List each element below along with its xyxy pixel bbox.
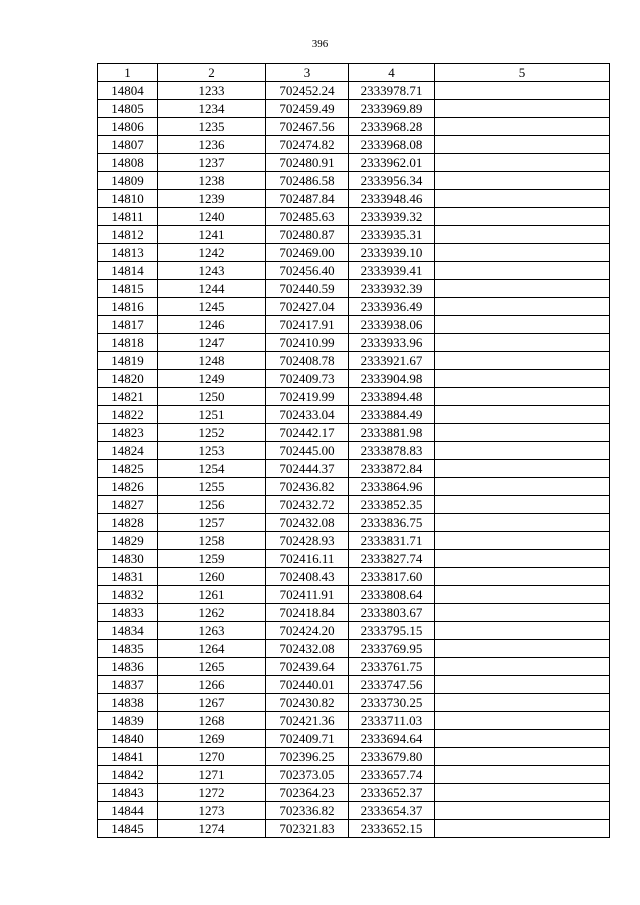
x-coordinate-cell: 702408.78 xyxy=(266,352,349,370)
note-cell xyxy=(435,280,610,298)
x-coordinate-cell: 702436.82 xyxy=(266,478,349,496)
point-number-cell: 1272 xyxy=(158,784,266,802)
note-cell xyxy=(435,298,610,316)
x-coordinate-cell: 702480.87 xyxy=(266,226,349,244)
point-number-cell: 1244 xyxy=(158,280,266,298)
note-cell xyxy=(435,262,610,280)
note-cell xyxy=(435,82,610,100)
point-id-cell: 14818 xyxy=(98,334,158,352)
table-row xyxy=(98,604,610,622)
point-id-cell: 14815 xyxy=(98,280,158,298)
x-coordinate-cell: 702442.17 xyxy=(266,424,349,442)
y-coordinate-cell: 2333894.48 xyxy=(349,388,435,406)
point-number-cell: 1262 xyxy=(158,604,266,622)
x-coordinate-cell: 702321.83 xyxy=(266,820,349,838)
point-number-cell: 1238 xyxy=(158,172,266,190)
y-coordinate-cell: 2333962.01 xyxy=(349,154,435,172)
y-coordinate-cell: 2333969.89 xyxy=(349,100,435,118)
point-id-cell: 14843 xyxy=(98,784,158,802)
point-id-cell: 14845 xyxy=(98,820,158,838)
table-row xyxy=(98,334,610,352)
y-coordinate-cell: 2333795.15 xyxy=(349,622,435,640)
point-number-cell: 1251 xyxy=(158,406,266,424)
x-coordinate-cell: 702486.58 xyxy=(266,172,349,190)
note-cell xyxy=(435,118,610,136)
point-number-cell: 1236 xyxy=(158,136,266,154)
point-id-cell: 14804 xyxy=(98,82,158,100)
table-row xyxy=(98,568,610,586)
y-coordinate-cell: 2333872.84 xyxy=(349,460,435,478)
note-cell xyxy=(435,694,610,712)
y-coordinate-cell: 2333978.71 xyxy=(349,82,435,100)
note-cell xyxy=(435,784,610,802)
point-number-cell: 1256 xyxy=(158,496,266,514)
point-id-cell: 14813 xyxy=(98,244,158,262)
point-id-cell: 14837 xyxy=(98,676,158,694)
x-coordinate-cell: 702480.91 xyxy=(266,154,349,172)
y-coordinate-cell: 2333652.37 xyxy=(349,784,435,802)
table-row xyxy=(98,82,610,100)
note-cell xyxy=(435,496,610,514)
y-coordinate-cell: 2333935.31 xyxy=(349,226,435,244)
y-coordinate-cell: 2333936.49 xyxy=(349,298,435,316)
point-number-cell: 1252 xyxy=(158,424,266,442)
point-number-cell: 1247 xyxy=(158,334,266,352)
point-number-cell: 1263 xyxy=(158,622,266,640)
point-id-cell: 14820 xyxy=(98,370,158,388)
point-id-cell: 14828 xyxy=(98,514,158,532)
y-coordinate-cell: 2333769.95 xyxy=(349,640,435,658)
point-number-cell: 1271 xyxy=(158,766,266,784)
note-cell xyxy=(435,568,610,586)
point-number-cell: 1233 xyxy=(158,82,266,100)
point-id-cell: 14833 xyxy=(98,604,158,622)
note-cell xyxy=(435,676,610,694)
table-header-row xyxy=(98,64,610,82)
table-row xyxy=(98,640,610,658)
x-coordinate-cell: 702452.24 xyxy=(266,82,349,100)
point-id-cell: 14829 xyxy=(98,532,158,550)
point-number-cell: 1235 xyxy=(158,118,266,136)
point-number-cell: 1267 xyxy=(158,694,266,712)
y-coordinate-cell: 2333948.46 xyxy=(349,190,435,208)
table-row xyxy=(98,532,610,550)
point-id-cell: 14830 xyxy=(98,550,158,568)
note-cell xyxy=(435,406,610,424)
point-number-cell: 1274 xyxy=(158,820,266,838)
point-number-cell: 1243 xyxy=(158,262,266,280)
point-number-cell: 1265 xyxy=(158,658,266,676)
point-number-cell: 1259 xyxy=(158,550,266,568)
point-number-cell: 1268 xyxy=(158,712,266,730)
point-id-cell: 14821 xyxy=(98,388,158,406)
point-id-cell: 14823 xyxy=(98,424,158,442)
point-id-cell: 14816 xyxy=(98,298,158,316)
y-coordinate-cell: 2333761.75 xyxy=(349,658,435,676)
point-number-cell: 1249 xyxy=(158,370,266,388)
note-cell xyxy=(435,478,610,496)
note-cell xyxy=(435,370,610,388)
note-cell xyxy=(435,712,610,730)
point-id-cell: 14826 xyxy=(98,478,158,496)
point-id-cell: 14824 xyxy=(98,442,158,460)
table-row xyxy=(98,802,610,820)
point-id-cell: 14809 xyxy=(98,172,158,190)
point-id-cell: 14827 xyxy=(98,496,158,514)
note-cell xyxy=(435,100,610,118)
point-id-cell: 14814 xyxy=(98,262,158,280)
point-id-cell: 14834 xyxy=(98,622,158,640)
x-coordinate-cell: 702364.23 xyxy=(266,784,349,802)
column-header-5: 5 xyxy=(435,64,610,82)
point-id-cell: 14819 xyxy=(98,352,158,370)
table-row xyxy=(98,820,610,838)
note-cell xyxy=(435,388,610,406)
point-id-cell: 14806 xyxy=(98,118,158,136)
note-cell xyxy=(435,190,610,208)
x-coordinate-cell: 702439.64 xyxy=(266,658,349,676)
point-id-cell: 14835 xyxy=(98,640,158,658)
table-row xyxy=(98,244,610,262)
point-id-cell: 14817 xyxy=(98,316,158,334)
x-coordinate-cell: 702440.59 xyxy=(266,280,349,298)
y-coordinate-cell: 2333730.25 xyxy=(349,694,435,712)
note-cell xyxy=(435,244,610,262)
y-coordinate-cell: 2333968.28 xyxy=(349,118,435,136)
table-row xyxy=(98,730,610,748)
note-cell xyxy=(435,658,610,676)
point-number-cell: 1234 xyxy=(158,100,266,118)
x-coordinate-cell: 702408.43 xyxy=(266,568,349,586)
table-row xyxy=(98,514,610,532)
note-cell xyxy=(435,460,610,478)
table-row xyxy=(98,388,610,406)
note-cell xyxy=(435,586,610,604)
table-row xyxy=(98,298,610,316)
x-coordinate-cell: 702432.08 xyxy=(266,640,349,658)
table-row xyxy=(98,748,610,766)
y-coordinate-cell: 2333904.98 xyxy=(349,370,435,388)
column-header-1: 1 xyxy=(98,64,158,82)
y-coordinate-cell: 2333939.32 xyxy=(349,208,435,226)
point-number-cell: 1245 xyxy=(158,298,266,316)
page-number: 396 xyxy=(311,38,329,50)
table-row xyxy=(98,676,610,694)
table-row xyxy=(98,100,610,118)
y-coordinate-cell: 2333694.64 xyxy=(349,730,435,748)
table-row xyxy=(98,370,610,388)
y-coordinate-cell: 2333884.49 xyxy=(349,406,435,424)
point-number-cell: 1266 xyxy=(158,676,266,694)
point-id-cell: 14810 xyxy=(98,190,158,208)
note-cell xyxy=(435,550,610,568)
x-coordinate-cell: 702373.05 xyxy=(266,766,349,784)
point-number-cell: 1246 xyxy=(158,316,266,334)
y-coordinate-cell: 2333836.75 xyxy=(349,514,435,532)
x-coordinate-cell: 702469.00 xyxy=(266,244,349,262)
x-coordinate-cell: 702485.63 xyxy=(266,208,349,226)
y-coordinate-cell: 2333831.71 xyxy=(349,532,435,550)
table-row xyxy=(98,622,610,640)
coordinates-table xyxy=(97,63,610,838)
x-coordinate-cell: 702396.25 xyxy=(266,748,349,766)
note-cell xyxy=(435,730,610,748)
note-cell xyxy=(435,640,610,658)
point-id-cell: 14842 xyxy=(98,766,158,784)
point-id-cell: 14836 xyxy=(98,658,158,676)
x-coordinate-cell: 702417.91 xyxy=(266,316,349,334)
x-coordinate-cell: 702424.20 xyxy=(266,622,349,640)
y-coordinate-cell: 2333921.67 xyxy=(349,352,435,370)
point-number-cell: 1254 xyxy=(158,460,266,478)
y-coordinate-cell: 2333939.41 xyxy=(349,262,435,280)
x-coordinate-cell: 702459.49 xyxy=(266,100,349,118)
y-coordinate-cell: 2333852.35 xyxy=(349,496,435,514)
x-coordinate-cell: 702467.56 xyxy=(266,118,349,136)
table-row xyxy=(98,190,610,208)
x-coordinate-cell: 702410.99 xyxy=(266,334,349,352)
x-coordinate-cell: 702456.40 xyxy=(266,262,349,280)
point-id-cell: 14840 xyxy=(98,730,158,748)
point-id-cell: 14808 xyxy=(98,154,158,172)
y-coordinate-cell: 2333881.98 xyxy=(349,424,435,442)
table-row xyxy=(98,550,610,568)
point-id-cell: 14807 xyxy=(98,136,158,154)
note-cell xyxy=(435,604,610,622)
point-number-cell: 1253 xyxy=(158,442,266,460)
table-row xyxy=(98,766,610,784)
table-row xyxy=(98,442,610,460)
table-row xyxy=(98,280,610,298)
x-coordinate-cell: 702416.11 xyxy=(266,550,349,568)
note-cell xyxy=(435,442,610,460)
note-cell xyxy=(435,352,610,370)
table-row xyxy=(98,136,610,154)
note-cell xyxy=(435,766,610,784)
x-coordinate-cell: 702418.84 xyxy=(266,604,349,622)
table-row xyxy=(98,586,610,604)
column-header-2: 2 xyxy=(158,64,266,82)
table-row xyxy=(98,118,610,136)
point-id-cell: 14811 xyxy=(98,208,158,226)
note-cell xyxy=(435,622,610,640)
x-coordinate-cell: 702487.84 xyxy=(266,190,349,208)
point-number-cell: 1269 xyxy=(158,730,266,748)
point-id-cell: 14838 xyxy=(98,694,158,712)
x-coordinate-cell: 702427.04 xyxy=(266,298,349,316)
point-id-cell: 14831 xyxy=(98,568,158,586)
point-id-cell: 14832 xyxy=(98,586,158,604)
point-number-cell: 1250 xyxy=(158,388,266,406)
x-coordinate-cell: 702409.71 xyxy=(266,730,349,748)
y-coordinate-cell: 2333864.96 xyxy=(349,478,435,496)
y-coordinate-cell: 2333878.83 xyxy=(349,442,435,460)
y-coordinate-cell: 2333956.34 xyxy=(349,172,435,190)
table-row xyxy=(98,496,610,514)
x-coordinate-cell: 702409.73 xyxy=(266,370,349,388)
x-coordinate-cell: 702474.82 xyxy=(266,136,349,154)
point-number-cell: 1260 xyxy=(158,568,266,586)
note-cell xyxy=(435,820,610,838)
note-cell xyxy=(435,532,610,550)
column-header-3: 3 xyxy=(266,64,349,82)
table-row xyxy=(98,316,610,334)
point-id-cell: 14805 xyxy=(98,100,158,118)
table-row xyxy=(98,406,610,424)
x-coordinate-cell: 702411.91 xyxy=(266,586,349,604)
note-cell xyxy=(435,226,610,244)
x-coordinate-cell: 702440.01 xyxy=(266,676,349,694)
note-cell xyxy=(435,154,610,172)
point-id-cell: 14844 xyxy=(98,802,158,820)
table-row xyxy=(98,460,610,478)
point-number-cell: 1270 xyxy=(158,748,266,766)
table-row xyxy=(98,478,610,496)
point-number-cell: 1273 xyxy=(158,802,266,820)
note-cell xyxy=(435,424,610,442)
y-coordinate-cell: 2333808.64 xyxy=(349,586,435,604)
y-coordinate-cell: 2333817.60 xyxy=(349,568,435,586)
note-cell xyxy=(435,514,610,532)
table-body xyxy=(98,82,610,838)
x-coordinate-cell: 702421.36 xyxy=(266,712,349,730)
note-cell xyxy=(435,802,610,820)
y-coordinate-cell: 2333657.74 xyxy=(349,766,435,784)
point-number-cell: 1242 xyxy=(158,244,266,262)
table-row xyxy=(98,424,610,442)
y-coordinate-cell: 2333747.56 xyxy=(349,676,435,694)
table-row xyxy=(98,712,610,730)
point-number-cell: 1237 xyxy=(158,154,266,172)
note-cell xyxy=(435,172,610,190)
note-cell xyxy=(435,748,610,766)
point-number-cell: 1240 xyxy=(158,208,266,226)
table-row xyxy=(98,262,610,280)
x-coordinate-cell: 702433.04 xyxy=(266,406,349,424)
point-number-cell: 1241 xyxy=(158,226,266,244)
table-row xyxy=(98,208,610,226)
point-number-cell: 1264 xyxy=(158,640,266,658)
point-id-cell: 14841 xyxy=(98,748,158,766)
x-coordinate-cell: 702432.72 xyxy=(266,496,349,514)
x-coordinate-cell: 702428.93 xyxy=(266,532,349,550)
y-coordinate-cell: 2333803.67 xyxy=(349,604,435,622)
point-number-cell: 1261 xyxy=(158,586,266,604)
y-coordinate-cell: 2333939.10 xyxy=(349,244,435,262)
point-id-cell: 14825 xyxy=(98,460,158,478)
y-coordinate-cell: 2333968.08 xyxy=(349,136,435,154)
table-row xyxy=(98,172,610,190)
point-number-cell: 1248 xyxy=(158,352,266,370)
column-header-4: 4 xyxy=(349,64,435,82)
y-coordinate-cell: 2333652.15 xyxy=(349,820,435,838)
point-id-cell: 14822 xyxy=(98,406,158,424)
y-coordinate-cell: 2333654.37 xyxy=(349,802,435,820)
point-id-cell: 14812 xyxy=(98,226,158,244)
x-coordinate-cell: 702444.37 xyxy=(266,460,349,478)
note-cell xyxy=(435,316,610,334)
point-id-cell: 14839 xyxy=(98,712,158,730)
y-coordinate-cell: 2333933.96 xyxy=(349,334,435,352)
x-coordinate-cell: 702432.08 xyxy=(266,514,349,532)
y-coordinate-cell: 2333679.80 xyxy=(349,748,435,766)
point-number-cell: 1257 xyxy=(158,514,266,532)
note-cell xyxy=(435,334,610,352)
x-coordinate-cell: 702419.99 xyxy=(266,388,349,406)
x-coordinate-cell: 702445.00 xyxy=(266,442,349,460)
y-coordinate-cell: 2333932.39 xyxy=(349,280,435,298)
table-row xyxy=(98,694,610,712)
y-coordinate-cell: 2333711.03 xyxy=(349,712,435,730)
point-number-cell: 1258 xyxy=(158,532,266,550)
table-row xyxy=(98,658,610,676)
table-row xyxy=(98,226,610,244)
note-cell xyxy=(435,208,610,226)
x-coordinate-cell: 702336.82 xyxy=(266,802,349,820)
table-row xyxy=(98,352,610,370)
y-coordinate-cell: 2333938.06 xyxy=(349,316,435,334)
table-row xyxy=(98,154,610,172)
point-number-cell: 1255 xyxy=(158,478,266,496)
table-row xyxy=(98,784,610,802)
point-number-cell: 1239 xyxy=(158,190,266,208)
x-coordinate-cell: 702430.82 xyxy=(266,694,349,712)
note-cell xyxy=(435,136,610,154)
y-coordinate-cell: 2333827.74 xyxy=(349,550,435,568)
